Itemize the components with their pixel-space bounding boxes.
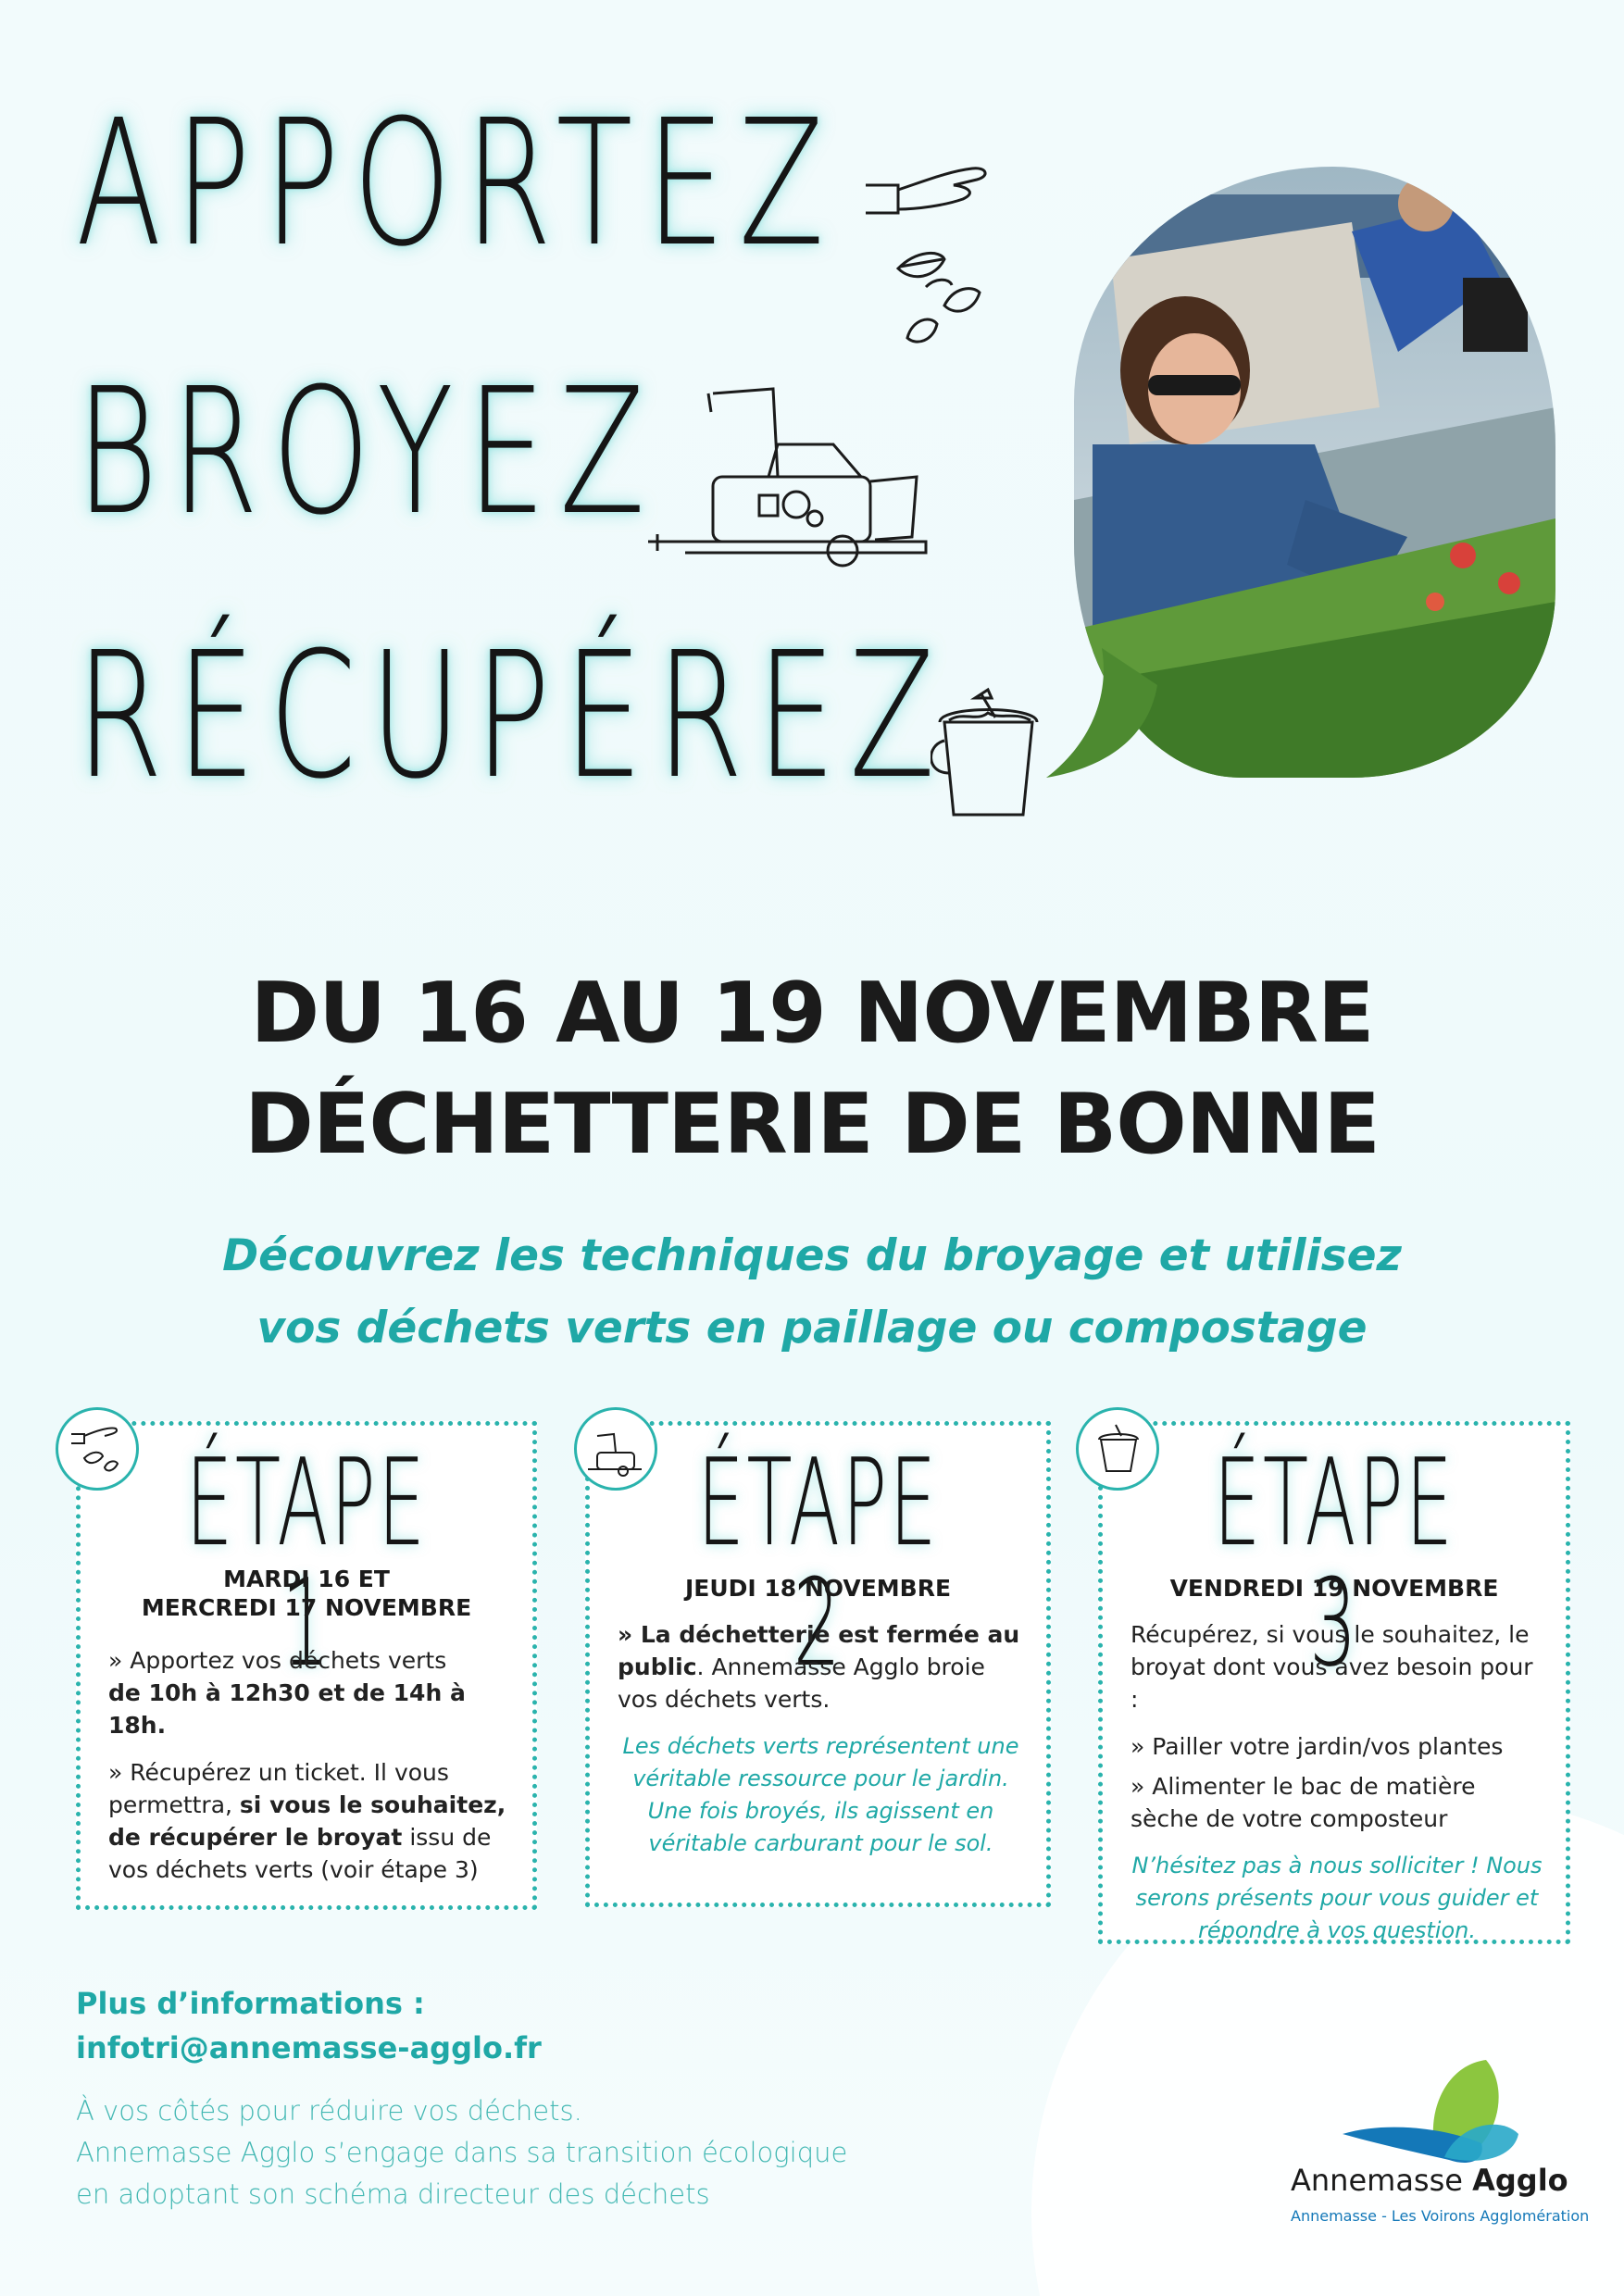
step-1-title: ÉTAPE 1: [185, 1432, 428, 1693]
event-subtitle-line2: vos déchets verts en paillage ou compostage: [256, 1303, 1368, 1354]
step-3-body: [1131, 1618, 1543, 1962]
step-1-text: » Apportez vos déchets verts: [108, 1647, 447, 1674]
step-3-title: ÉTAPE 3: [1213, 1432, 1455, 1693]
logo-name-b: Agglo: [1472, 2163, 1568, 2198]
step-1-date: [90, 1565, 523, 1622]
step-1-date-line1: MARDI 16 ET: [223, 1566, 390, 1592]
wood-chipper-icon: [577, 1410, 655, 1488]
step-2-title: ÉTAPE 2: [697, 1432, 939, 1693]
step-3-bullet-1: » Pailler votre jardin/vos plantes: [1131, 1733, 1504, 1760]
step-card-3: [1098, 1421, 1570, 1944]
event-place: DÉCHETTERIE DE BONNE: [244, 1076, 1380, 1173]
logo-name: [1291, 2163, 1568, 2198]
photo-tail-shape: [1046, 648, 1157, 778]
step-3-note: N’hésitez pas à nous solliciter ! Nous serons présents pour vous guider et répondre à vos question.: [1131, 1853, 1543, 1943]
tagline-1: À vos côtés pour réduire vos déchets.: [76, 2095, 582, 2127]
info-label: Plus d’informations :: [76, 1986, 425, 2021]
step-1-ticket-text: » Récupérez un ticket. Il vous permettra,: [108, 1759, 449, 1818]
step-2-note: Les déchets verts représentent une véritable ressource pour le jardin. Une fois broyés, ils agissent en véritable carburant pour le sol.: [622, 1733, 1019, 1856]
bucket-icon: [931, 685, 1051, 824]
contact-block: [76, 1981, 542, 2070]
tagline-2: Annemasse Agglo s’engage dans sa transition écologique: [76, 2137, 848, 2168]
logo-name-a: Annemasse: [1291, 2163, 1473, 2198]
step-1-hours: de 10h à 12h30 et de 14h à 18h.: [108, 1679, 466, 1739]
headline-apportez: APPORTEZ: [76, 82, 838, 285]
tagline-3: en adoptant son schéma directeur des déchets: [76, 2178, 710, 2210]
step-1-ticket-bold: si vous le souhaitez, de récupérer le broyat: [108, 1791, 506, 1851]
headline-broyez: BROYEZ: [76, 351, 659, 554]
headline-recuperez: RÉCUPÉREZ: [76, 615, 949, 817]
step-1-body: [108, 1644, 510, 1901]
annemasse-agglo-logo: [1287, 2051, 1565, 2264]
contact-email[interactable]: infotri@annemasse-agglo.fr: [76, 2030, 542, 2065]
event-dates: DU 16 AU 19 NOVEMBRE: [250, 965, 1374, 1062]
step-card-1: [76, 1421, 537, 1910]
step-2-date: JEUDI 18 NOVEMBRE: [684, 1575, 952, 1602]
step-2-badge: [574, 1407, 657, 1491]
step-3-bullet-2: » Alimenter le bac de matière sèche de votre composteur: [1131, 1773, 1476, 1832]
step-3-date: VENDREDI 19 NOVEMBRE: [1169, 1575, 1499, 1602]
hand-leaves-icon: [861, 148, 1009, 352]
event-subtitle-line1: Découvrez les techniques du broyage et utilisez: [222, 1230, 1402, 1281]
step-card-2: [585, 1421, 1051, 1907]
step-2-text: . Annemasse Agglo broie vos déchets verts.: [618, 1653, 985, 1713]
step-3-badge: [1076, 1407, 1159, 1491]
hand-leaves-icon: [58, 1410, 136, 1488]
wood-chipper-icon: [648, 375, 944, 569]
step-1-ticket-end: issu de vos déchets verts (voir étape 3): [108, 1824, 492, 1883]
tagline: [76, 2090, 847, 2215]
step-3-text: Récupérez, si vous le souhaitez, le broyat dont vous avez besoin pour :: [1131, 1621, 1533, 1713]
logo-subtitle: Annemasse - Les Voirons Agglomération: [1291, 2207, 1590, 2225]
step-2-closed-bold: » La déchetterie est fermée au public: [618, 1621, 1020, 1680]
bucket-icon: [1079, 1410, 1156, 1488]
step-1-date-line2: MERCREDI 17 NOVEMBRE: [141, 1594, 472, 1621]
step-1-badge: [56, 1407, 139, 1491]
step-2-body: [618, 1618, 1024, 1875]
